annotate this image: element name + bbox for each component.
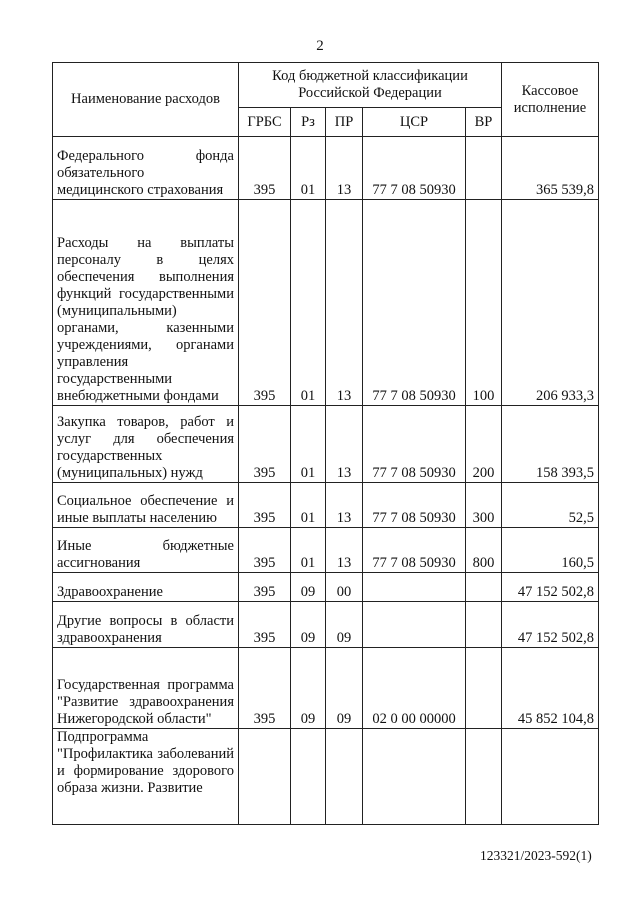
header-code-group: Код бюджетной классификации Российской Федерации bbox=[239, 63, 502, 108]
csr-cell bbox=[363, 729, 466, 825]
grbs-cell: 395 bbox=[239, 137, 291, 200]
amount-cell: 47 152 502,8 bbox=[502, 573, 599, 602]
vr-cell bbox=[466, 729, 502, 825]
pr-cell bbox=[326, 729, 363, 825]
csr-cell: 77 7 08 50930 bbox=[363, 528, 466, 573]
amount-cell bbox=[502, 729, 599, 825]
pr-cell: 09 bbox=[326, 602, 363, 648]
grbs-cell bbox=[239, 729, 291, 825]
rz-cell bbox=[291, 729, 326, 825]
table-row bbox=[53, 648, 599, 729]
expense-name: Закупка товаров, работ и услуг для обеспечения государственных (муниципальных) нужд bbox=[53, 406, 239, 483]
grbs-cell: 395 bbox=[239, 528, 291, 573]
rz-cell: 09 bbox=[291, 602, 326, 648]
rz-cell: 09 bbox=[291, 648, 326, 729]
header-pr: ПР bbox=[326, 108, 363, 137]
csr-cell: 02 0 00 00000 bbox=[363, 648, 466, 729]
pr-cell: 13 bbox=[326, 528, 363, 573]
rz-cell: 01 bbox=[291, 528, 326, 573]
header-csr: ЦСР bbox=[363, 108, 466, 137]
pr-cell: 13 bbox=[326, 406, 363, 483]
rz-cell: 01 bbox=[291, 137, 326, 200]
table-row bbox=[53, 528, 599, 573]
vr-cell: 200 bbox=[466, 406, 502, 483]
amount-cell: 45 852 104,8 bbox=[502, 648, 599, 729]
amount-cell: 365 539,8 bbox=[502, 137, 599, 200]
vr-cell: 100 bbox=[466, 200, 502, 406]
grbs-cell: 395 bbox=[239, 573, 291, 602]
amount-cell: 158 393,5 bbox=[502, 406, 599, 483]
expense-name: Иные бюджетные ассигнования bbox=[53, 528, 239, 573]
table-row bbox=[53, 573, 599, 602]
table-row bbox=[53, 137, 599, 200]
grbs-cell: 395 bbox=[239, 483, 291, 528]
vr-cell bbox=[466, 602, 502, 648]
pr-cell: 13 bbox=[326, 137, 363, 200]
csr-cell: 77 7 08 50930 bbox=[363, 483, 466, 528]
grbs-cell: 395 bbox=[239, 200, 291, 406]
expense-name: Социальное обеспечение и иные выплаты населению bbox=[53, 483, 239, 528]
vr-cell bbox=[466, 137, 502, 200]
pr-cell: 09 bbox=[326, 648, 363, 729]
budget-table bbox=[52, 62, 599, 825]
csr-cell: 77 7 08 50930 bbox=[363, 200, 466, 406]
amount-cell: 206 933,3 bbox=[502, 200, 599, 406]
header-execution: Кассовое исполнение bbox=[502, 63, 599, 137]
vr-cell bbox=[466, 573, 502, 602]
amount-cell: 47 152 502,8 bbox=[502, 602, 599, 648]
page-number: 2 bbox=[316, 38, 324, 54]
table-row bbox=[53, 406, 599, 483]
vr-cell: 300 bbox=[466, 483, 502, 528]
grbs-cell: 395 bbox=[239, 648, 291, 729]
table-row bbox=[53, 200, 599, 406]
vr-cell: 800 bbox=[466, 528, 502, 573]
table-header bbox=[53, 63, 599, 137]
grbs-cell: 395 bbox=[239, 406, 291, 483]
rz-cell: 01 bbox=[291, 200, 326, 406]
csr-cell bbox=[363, 602, 466, 648]
header-rz: Рз bbox=[291, 108, 326, 137]
csr-cell: 77 7 08 50930 bbox=[363, 137, 466, 200]
grbs-cell: 395 bbox=[239, 602, 291, 648]
expense-name: Государственная программа "Развитие здравоохранения Нижегородской области" bbox=[53, 648, 239, 729]
pr-cell: 13 bbox=[326, 200, 363, 406]
expense-name: Расходы на выплаты персоналу в целях обеспечения выполнения функций государственными (муниципальными) органами, казенными учреждениями, органами управления государственными внебюджетными фондами bbox=[53, 200, 239, 406]
csr-cell: 77 7 08 50930 bbox=[363, 406, 466, 483]
rz-cell: 09 bbox=[291, 573, 326, 602]
table-row bbox=[53, 602, 599, 648]
expense-name: Другие вопросы в области здравоохранения bbox=[53, 602, 239, 648]
amount-cell: 160,5 bbox=[502, 528, 599, 573]
csr-cell bbox=[363, 573, 466, 602]
expense-name: Федерального фонда обязательного медицинского страхования bbox=[53, 137, 239, 200]
expense-name: Подпрограмма "Профилактика заболеваний и формирование здорового образа жизни. Развитие bbox=[53, 729, 239, 825]
expense-name: Здравоохранение bbox=[53, 573, 239, 602]
document-number: 123321/2023-592(1) bbox=[480, 848, 592, 863]
pr-cell: 13 bbox=[326, 483, 363, 528]
pr-cell: 00 bbox=[326, 573, 363, 602]
rz-cell: 01 bbox=[291, 406, 326, 483]
rz-cell: 01 bbox=[291, 483, 326, 528]
amount-cell: 52,5 bbox=[502, 483, 599, 528]
table-row bbox=[53, 729, 599, 825]
header-vr: ВР bbox=[466, 108, 502, 137]
vr-cell bbox=[466, 648, 502, 729]
table-row bbox=[53, 483, 599, 528]
header-grbs: ГРБС bbox=[239, 108, 291, 137]
header-name-column: Наименование расходов bbox=[53, 63, 239, 137]
